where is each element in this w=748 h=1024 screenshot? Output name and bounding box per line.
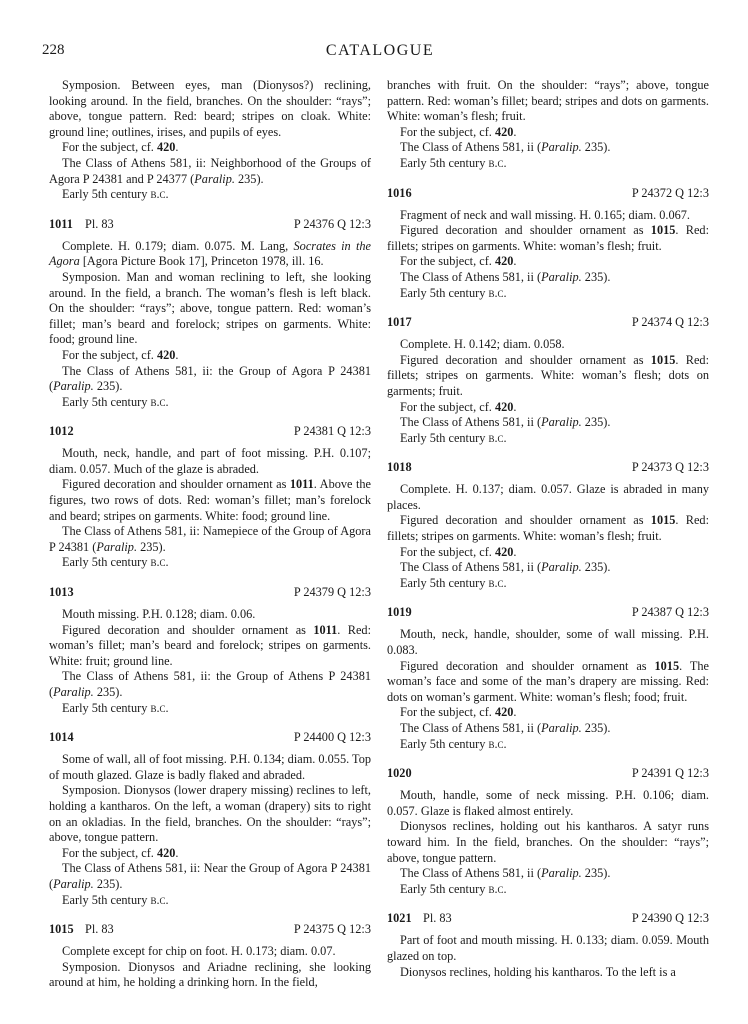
condition: Part of foot and mouth missing. H. 0.133; diam. 0.059. Mouth glazed on top. xyxy=(387,933,709,963)
date: Early 5th century b.c. xyxy=(400,575,507,590)
condition: Complete. H. 0.179; diam. 0.075. M. Lang, Socrates in the Agora [Agora Picture Book 17], Princeton 1978, ill. 16. xyxy=(49,238,371,269)
inventory-number: P 24375 Q 12:3 xyxy=(293,922,371,937)
entry-heading xyxy=(49,217,371,233)
catalogue-number: 1020 xyxy=(387,766,412,781)
entry-1013 xyxy=(49,585,371,716)
entry-heading xyxy=(49,585,371,601)
inventory-number: P 24379 Q 12:3 xyxy=(293,585,371,600)
entry-1019 xyxy=(387,605,709,752)
entry-heading xyxy=(387,186,709,202)
entry-1016 xyxy=(387,186,709,302)
inventory-number: P 24391 Q 12:3 xyxy=(631,766,709,781)
entry-heading xyxy=(387,766,709,782)
inventory-number: P 24373 Q 12:3 xyxy=(631,460,709,475)
condition: Complete except for chip on foot. H. 0.173; diam. 0.07. xyxy=(62,944,336,959)
inventory-number: P 24400 Q 12:3 xyxy=(293,730,371,745)
class-attribution: The Class of Athens 581, ii: Namepiece of the Group of Agora P 24381 (Paralip. 235). xyxy=(49,524,371,554)
date: Early 5th century b.c. xyxy=(400,736,507,751)
description: Figured decoration and shoulder ornament as 1015. Red: fillets; stripes on garments. White: woman’s flesh; dots on garments; fruit. xyxy=(387,352,709,398)
condition: Fragment of neck and wall missing. H. 0.165; diam. 0.067. xyxy=(400,207,690,222)
condition: Mouth missing. P.H. 0.128; diam. 0.06. xyxy=(62,607,256,622)
description: Figured decoration and shoulder ornament as 1011. Above the figures, two rows of dots. Red: woman’s fillet; man’s forelock and beard; stripes on garments. White: food; ground line. xyxy=(49,477,371,523)
entry-heading xyxy=(387,605,709,621)
entry-heading xyxy=(387,911,709,927)
description: Figured decoration and shoulder ornament as 1015. Red: fillets; stripes on garments. White: woman’s flesh; fruit. xyxy=(387,513,709,544)
description: Figured decoration and shoulder ornament as 1015. Red: fillets; stripes on garments. White: woman’s flesh; fruit. xyxy=(387,223,709,253)
condition: Mouth, neck, handle, and part of foot missing. P.H. 0.107; diam. 0.057. Much of the glaze is abraded. xyxy=(49,446,371,476)
description: Symposion. Dionysos (lower drapery missing) reclines to left, holding a kantharos. On the left, a woman (drapery) sits to right on an okladias. In the field, branches. On the shoulder: “rays”; above, tongue pattern. xyxy=(49,783,371,845)
subject-reference: For the subject, cf. 420. xyxy=(62,140,179,155)
entry-1020 xyxy=(387,766,709,897)
date: Early 5th century b.c. xyxy=(62,700,169,715)
condition: Mouth, handle, some of neck missing. P.H. 0.106; diam. 0.057. Glaze is flaked almost entirely. xyxy=(387,788,709,818)
subject-reference: For the subject, cf. 420. xyxy=(400,544,517,559)
date: Early 5th century b.c. xyxy=(62,892,169,907)
subject-reference: For the subject, cf. 420. xyxy=(62,845,179,860)
class-attribution: The Class of Athens 581, ii (Paralip. 235). xyxy=(400,560,611,575)
catalogue-number: 1018 xyxy=(387,460,412,475)
class-attribution: The Class of Athens 581, ii (Paralip. 235). xyxy=(400,269,611,284)
date: Early 5th century b.c. xyxy=(400,881,507,896)
inventory-number: P 24387 Q 12:3 xyxy=(631,605,709,620)
entry-1015-continued xyxy=(387,78,709,172)
condition: Complete. H. 0.137; diam. 0.057. Glaze is abraded in many places. xyxy=(387,482,709,512)
inventory-number: P 24376 Q 12:3 xyxy=(293,216,371,231)
plate-reference: Pl. 83 xyxy=(85,216,114,231)
condition: Complete. H. 0.142; diam. 0.058. xyxy=(400,337,565,352)
entry-heading xyxy=(387,315,709,331)
catalogue-number: 1014 xyxy=(49,730,74,745)
condition: Some of wall, all of foot missing. P.H. 0.134; diam. 0.055. Top of mouth glazed. Glaze is badly flaked and abraded. xyxy=(49,752,371,782)
catalogue-number: 1011 xyxy=(49,216,73,231)
entry-heading xyxy=(49,730,371,746)
class-attribution: The Class of Athens 581, ii (Paralip. 235). xyxy=(400,415,611,430)
catalogue-number: 1017 xyxy=(387,315,412,330)
subject-reference: For the subject, cf. 420. xyxy=(62,347,179,362)
description: Figured decoration and shoulder ornament as 1011. Red: woman’s fillet; man’s beard and forelock; stripes on garments. White: fruit; ground line. xyxy=(49,622,372,668)
catalogue-number: 1016 xyxy=(387,185,412,200)
subject-reference: For the subject, cf. 420. xyxy=(400,399,517,414)
inventory-number: P 24390 Q 12:3 xyxy=(631,911,709,926)
date: Early 5th century b.c. xyxy=(400,430,507,445)
entry-1011 xyxy=(49,217,371,411)
catalogue-number: 1015 xyxy=(49,922,74,937)
class-attribution: The Class of Athens 581, ii: Near the Group of Agora P 24381 (Paralip. 235). xyxy=(49,861,371,891)
entry-heading xyxy=(49,922,371,938)
date: Early 5th century b.c. xyxy=(62,187,169,202)
date: Early 5th century b.c. xyxy=(400,155,507,170)
description: Dionysos reclines, holding out his kantharos. A satyr runs toward him. In the field, branches. On the shoulder: “rays”; above, tongue pattern. xyxy=(387,819,709,865)
catalogue-number: 1013 xyxy=(49,585,74,600)
running-head: CATALOGUE xyxy=(325,42,435,59)
class-attribution: The Class of Athens 581, ii (Paralip. 235). xyxy=(400,140,611,155)
description: Symposion. Between eyes, man (Dionysos?) reclining, looking around. In the field, branches. On the shoulder: “rays”; above, tongue pattern. Red: beard; stripes on cloak. White: ground line; outlines, irises, and pupils of eyes. xyxy=(49,78,371,139)
date: Early 5th century b.c. xyxy=(62,394,169,409)
catalogue-number: 1021 xyxy=(387,911,412,926)
description: Symposion. Dionysos and Ariadne reclining, she looking around at him, he holding a drinking horn. In the field, xyxy=(49,959,371,990)
right-column xyxy=(387,78,709,980)
entry-1018 xyxy=(387,460,709,591)
inventory-number: P 24374 Q 12:3 xyxy=(631,315,709,330)
inventory-number: P 24372 Q 12:3 xyxy=(631,185,709,200)
description: Figured decoration and shoulder ornament as 1015. The woman’s face and some of the man’s drapery are missing. Red: dots on woman’s garment. White: woman’s flesh; food; fruit. xyxy=(387,658,709,704)
condition: Mouth, neck, handle, shoulder, some of wall missing. P.H. 0.083. xyxy=(387,627,709,658)
entry-1014 xyxy=(49,730,371,908)
class-attribution: The Class of Athens 581, ii: the Group of Athens P 24381 (Paralip. 235). xyxy=(49,669,371,699)
subject-reference: For the subject, cf. 420. xyxy=(400,254,517,269)
left-column xyxy=(49,78,371,991)
subject-reference: For the subject, cf. 420. xyxy=(400,705,517,720)
class-attribution: The Class of Athens 581, ii (Paralip. 235). xyxy=(400,866,611,881)
class-attribution: The Class of Athens 581, ii: the Group of Agora P 24381 (Paralip. 235). xyxy=(49,363,371,394)
entry-1021 xyxy=(387,911,709,980)
entry-1017 xyxy=(387,315,709,446)
description: Dionysos reclines, holding his kantharos. To the left is a xyxy=(400,964,676,979)
page-header xyxy=(42,42,718,62)
plate-reference: Pl. 83 xyxy=(85,922,114,937)
date: Early 5th century b.c. xyxy=(62,555,169,570)
subject-reference: For the subject, cf. 420. xyxy=(400,124,517,139)
entry-heading xyxy=(49,424,371,440)
class-attribution: The Class of Athens 581, ii: Neighborhood of the Groups of Agora P 24381 and P 24377 (Paralip. 235). xyxy=(49,155,371,186)
entry-continued-intro xyxy=(49,78,371,203)
description-continued: branches with fruit. On the shoulder: “rays”; above, tongue pattern. Red: woman’s fillet; beard; stripes and dots on garments. White: woman’s flesh; fruit. xyxy=(387,78,709,124)
plate-reference: Pl. 83 xyxy=(423,911,452,926)
entry-1015 xyxy=(49,922,371,991)
entry-1012 xyxy=(49,424,371,571)
catalogue-number: 1019 xyxy=(387,605,412,620)
page-number: 228 xyxy=(42,42,65,58)
inventory-number: P 24381 Q 12:3 xyxy=(293,424,371,439)
entry-heading xyxy=(387,460,709,476)
description: Symposion. Man and woman reclining to left, she looking around. In the field, a branch. The woman’s flesh is left black. On the shoulder: “rays”; above, tongue pattern. Red: woman’s fillet; man’s beard and forelock; stripes on garments. White: food; ground line. xyxy=(49,269,371,347)
catalogue-number: 1012 xyxy=(49,424,74,439)
date: Early 5th century b.c. xyxy=(400,285,507,300)
class-attribution: The Class of Athens 581, ii (Paralip. 235). xyxy=(400,721,611,735)
